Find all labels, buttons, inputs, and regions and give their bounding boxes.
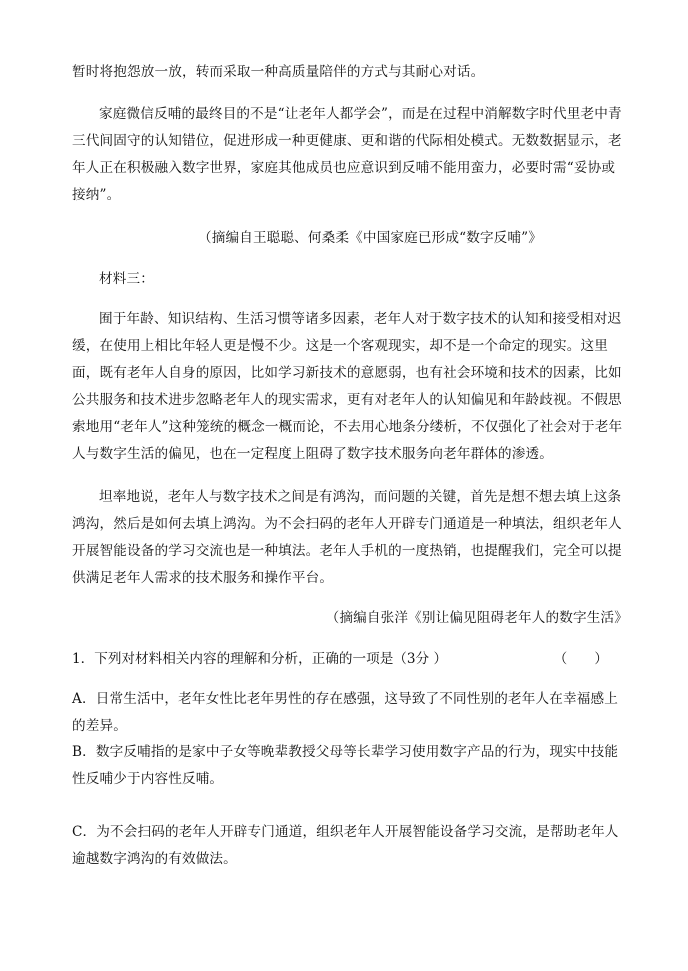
question-1-stem: 1．下列对材料相关内容的理解和分析，正确的一项是（3分 ） <box>72 651 448 667</box>
material2-source: （摘编自王聪聪、何桑柔《中国家庭已形成“数字反哺”》 <box>197 230 543 246</box>
material2-paragraph-continued: 暂时将抱怨放一放，转而采取一种高质量陪伴的方式与其耐心对话。 <box>72 64 485 80</box>
material3-paragraph-2: 坦率地说，老年人与数字技术之间是有鸿沟，而问题的关键，首先是想不想去填上这条鸿沟，然后是如何去填上鸿沟。为不会扫码的老年人开辟专门通道是一种填法，组织老年人开展智能设备的学习交流也是一种填法。老年人手机的一度热销，也提醒我们，完全可以提供满足老年人需求的技术服务和操作平台。 <box>72 489 622 586</box>
material3-source: （摘编自张洋《别让偏见阻碍老年人的数字生活》 <box>325 610 628 626</box>
question-1 <box>72 646 628 673</box>
material3-paragraph-1: 囿于年龄、知识结构、生活习惯等诸多因素，老年人对于数字技术的认知和接受相对迟缓，在使用上相比年轻人更是慢不少。这是一个客观现实，却不是一个命定的现实。这里面，既有老年人自身的原因，比如学习新技术的意愿弱，也有社会环境和技术的因素，比如公共服务和技术进步忽略老年人的现实需求，更有对老年人的认知偏见和年龄歧视。不假思索地用“老年人”这种笼统的概念一概而论，不去用心地条分缕析，不仅强化了社会对于老年人与数字生活的偏见，也在一定程度上阻碍了数字技术服务向老年群体的渗透。 <box>72 311 623 462</box>
option-c: C．为不会扫码的老年人开辟专门通道，组织老年人开展智能设备学习交流，是帮助老年人逾越数字鸿沟的有效做法。 <box>72 824 619 867</box>
material3-heading: 材料三： <box>99 271 154 287</box>
option-b: B．数字反哺指的是家中子女等晚辈教授父母等长辈学习使用数字产品的行为，现实中技能性反哺少于内容性反哺。 <box>72 744 619 787</box>
material2-paragraph-final: 家庭微信反哺的最终目的不是“让老年人都学会”，而是在过程中消解数字时代里老中青三代间固守的认知错位，促进形成一种更健康、更和谐的代际相处模式。无数数据显示，老年人正在积极融入数字世界，家庭其他成员也应意识到反哺不能用蛮力，必要时需“妥协或接纳”。 <box>72 106 622 203</box>
option-a: A．日常生活中，老年女性比老年男性的存在感强，这导致了不同性别的老年人在幸福感上的差异。 <box>72 691 618 734</box>
answer-bracket: （ ） <box>553 651 608 667</box>
